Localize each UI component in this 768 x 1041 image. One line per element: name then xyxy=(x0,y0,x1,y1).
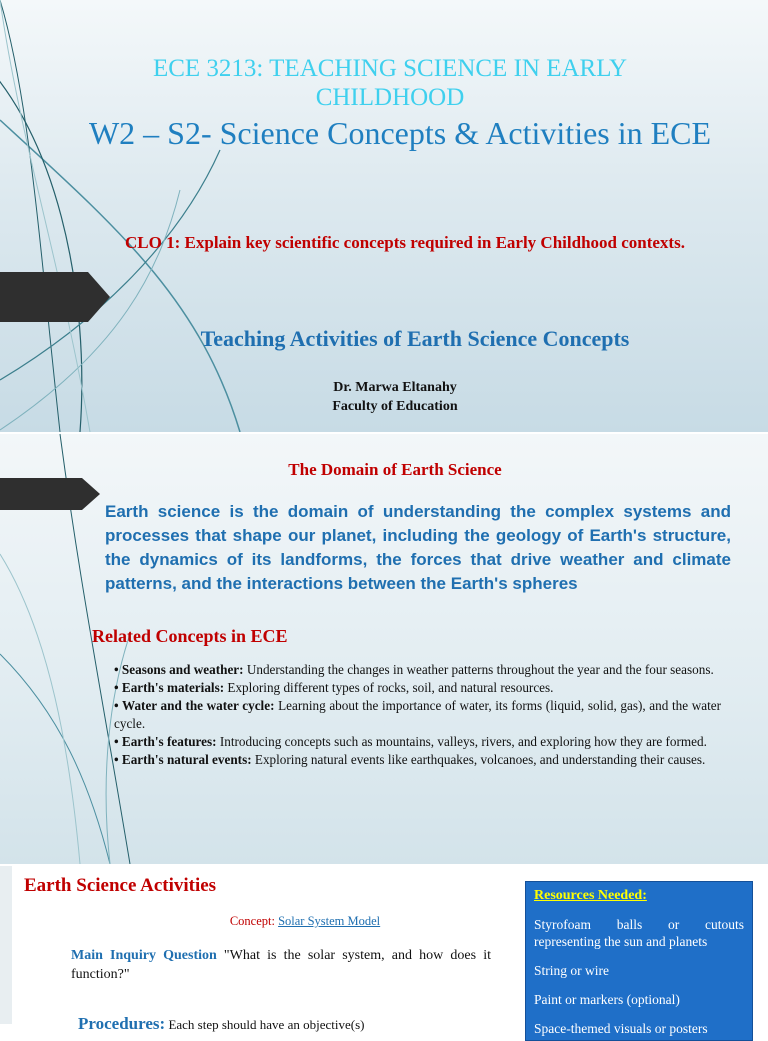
domain-heading: The Domain of Earth Science xyxy=(288,460,502,479)
slide-tab-marker xyxy=(0,478,100,510)
list-item xyxy=(114,733,721,751)
item-term: • Earth's natural events: xyxy=(114,752,252,767)
item-term: • Earth's materials: xyxy=(114,680,225,695)
item-text: Learning about the importance of water, its forms (liquid, solid, gas), and the water cycle. xyxy=(114,698,721,731)
faculty-name: Faculty of Education xyxy=(332,399,458,414)
concept-value: Solar System Model xyxy=(278,914,381,928)
list-item xyxy=(114,661,721,679)
related-concepts-list xyxy=(114,661,721,769)
slide-subtitle: W2 – S2- Science Concepts & Activities in ECE xyxy=(88,115,712,151)
slide-tab-marker xyxy=(0,272,110,322)
title-slide xyxy=(0,0,768,432)
item-term: • Seasons and weather: xyxy=(114,662,244,677)
item-term: • Earth's features: xyxy=(114,734,217,749)
list-item xyxy=(114,751,721,769)
domain-slide xyxy=(0,434,768,864)
clo-text: CLO 1: Explain key scientific concepts required in Early Childhood contexts. xyxy=(125,233,685,252)
procedures-label: Procedures: xyxy=(78,1014,166,1033)
inquiry-question xyxy=(71,946,491,984)
course-title: ECE 3213: TEACHING SCIENCE IN EARLY CHILDHOOD xyxy=(152,55,628,111)
procedures-line xyxy=(78,1014,364,1034)
list-item: Paint or markers (optional) xyxy=(534,992,680,1007)
list-item xyxy=(114,679,721,697)
item-text: Introducing concepts such as mountains, valleys, rivers, and exploring how they are formed. xyxy=(216,734,707,749)
item-text: Exploring different types of rocks, soil, and natural resources. xyxy=(224,680,554,695)
inquiry-text: "What is the solar system, and how does it function?" xyxy=(71,948,491,982)
author-block xyxy=(200,378,590,416)
procedures-text: Each step should have an objective(s) xyxy=(165,1017,365,1032)
list-item: String or wire xyxy=(534,963,609,978)
inquiry-label: Main Inquiry Question xyxy=(71,948,217,963)
left-accent-strip xyxy=(0,866,12,1024)
domain-paragraph: Earth science is the domain of understanding the complex systems and processes that shape our planet, including the geology of Earth's structure, the dynamics of its landforms, the forces that drive weather and climate patterns, and the interactions between the Earth's spheres xyxy=(105,502,731,593)
concept-label: Concept: xyxy=(229,914,275,928)
list-item xyxy=(114,697,721,733)
item-term: • Water and the water cycle: xyxy=(114,698,275,713)
related-concepts-heading: Related Concepts in ECE xyxy=(92,626,288,646)
decorative-swoosh xyxy=(0,434,768,864)
item-text: Exploring natural events like earthquakes, volcanoes, and understanding their causes. xyxy=(251,752,706,767)
activities-slide xyxy=(0,866,768,1036)
resources-heading: Resources Needed: xyxy=(534,888,647,903)
concept-line xyxy=(150,914,460,929)
resources-list xyxy=(534,916,744,1037)
topic-title: Teaching Activities of Earth Science Concepts xyxy=(200,326,630,351)
list-item: Space-themed visuals or posters xyxy=(534,1021,708,1036)
activities-heading: Earth Science Activities xyxy=(24,875,217,896)
resources-box xyxy=(525,881,753,1041)
author-name: Dr. Marwa Eltanahy xyxy=(333,380,457,395)
list-item: Styrofoam balls or cutouts representing the sun and planets xyxy=(534,917,744,949)
item-text: Understanding the changes in weather patterns throughout the year and the four seasons. xyxy=(243,662,714,677)
